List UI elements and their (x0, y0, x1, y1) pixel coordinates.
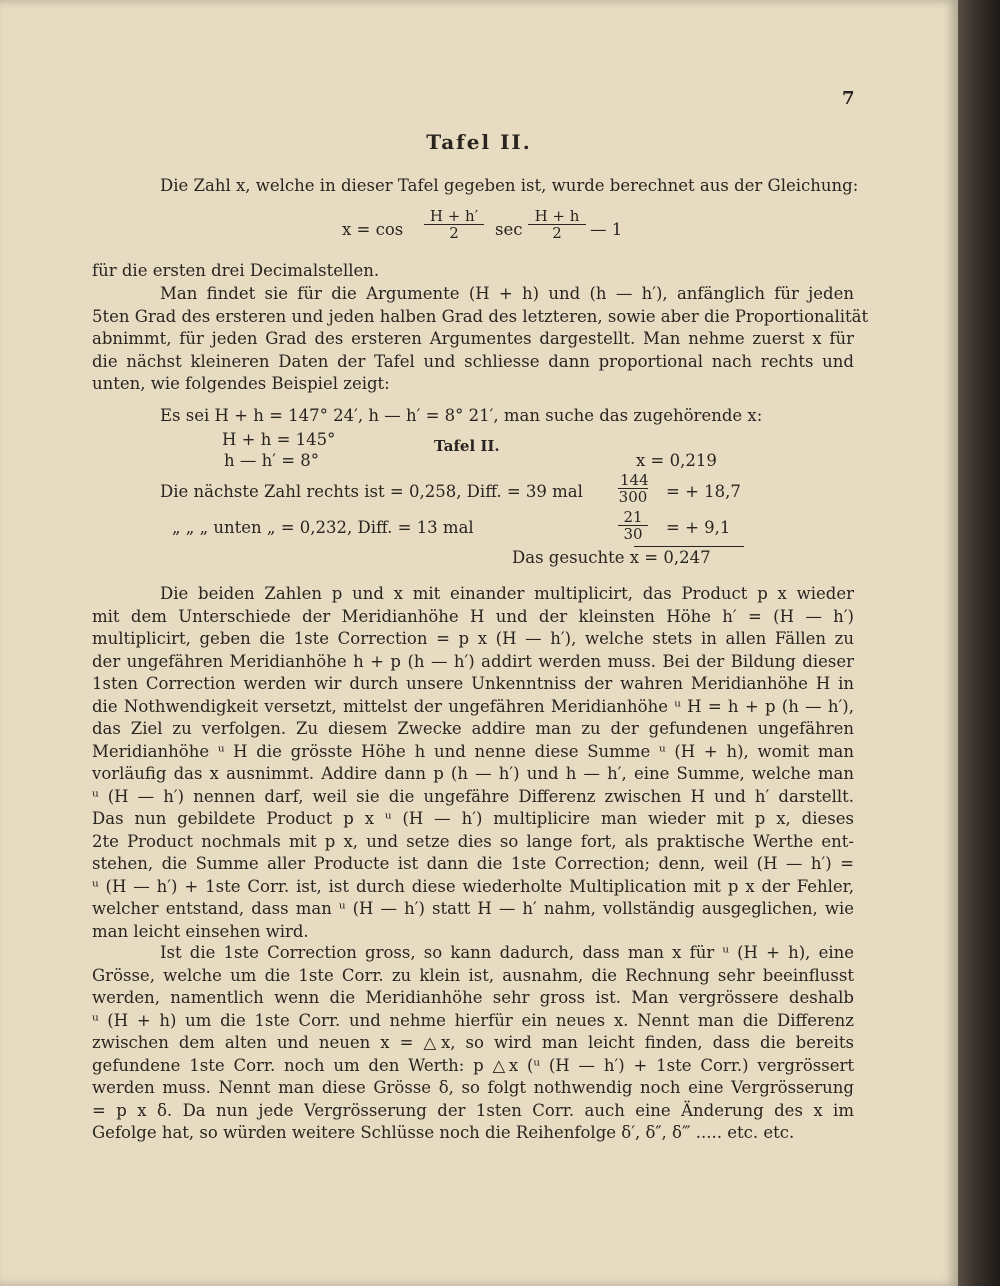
paragraph-3 (92, 942, 854, 1145)
para1-line: 5ten Grad des ersteren und jeden halben Grad des letzteren, sowie aber die Proportionalität (92, 306, 869, 326)
para2-line: ᵘ (H — h′) + 1ste Corr. ist, ist durch diese wiederholte Multiplication mit p x der Fehler, (92, 876, 854, 896)
example-fraction-2 (618, 509, 648, 542)
formula-frac2-denominator: 2 (552, 224, 562, 242)
formula-frac2-numerator: H + h (528, 208, 586, 225)
formula-fraction-1 (424, 208, 484, 241)
para2-line: Meridianhöhe ᵘ H die grösste Höhe h und nenne diese Summe ᵘ (H + h), womit man (92, 741, 854, 761)
para3-line: Gefolge hat, so würden weitere Schlüsse noch die Reihenfolge δ′, δ″, δ‴ ..... etc. etc. (92, 1123, 795, 1142)
example-fraction-1 (618, 472, 648, 505)
para2-line: der ungefähren Meridianhöhe h + p (h — h′) addirt werden muss. Bei der Bildung dieser (92, 651, 854, 671)
para2-line: das Ziel zu verfolgen. Zu diesem Zwecke addire man zu der gefundenen ungefähren (92, 719, 854, 738)
para2-line: welcher entstand, dass man ᵘ (H — h′) statt H — h′ nahm, vollständig ausgeglichen, wie (92, 899, 854, 918)
page-number: 7 (842, 88, 855, 109)
example-line-5: „ „ „ unten „ = 0,232, Diff. = 13 mal (172, 518, 474, 537)
example-line-1: Es sei H + h = 147° 24′, h — h′ = 8° 21′, man suche das zugehörende x: (160, 406, 763, 425)
formula-frac1-denominator: 2 (449, 224, 459, 242)
para2-line: 1sten Correction werden wir durch unsere Unkenntniss der wahren Meridianhöhe H in (92, 674, 854, 693)
formula-lhs: x = cos (342, 220, 404, 239)
para2-line: ᵘ (H — h′) nennen darf, weil sie die ungefähre Differenz zwischen H und h′ darstellt. (92, 786, 854, 806)
sum-rule (634, 546, 744, 547)
para3-line: ᵘ (H + h) um die 1ste Corr. und nehme hierfür ein neues x. Nennt man die Differenz (92, 1010, 854, 1030)
example-line-6: Das gesuchte x = 0,247 (512, 548, 711, 567)
example-line-4-result: = + 18,7 (666, 482, 741, 501)
para2-line: 2te Product nochmals mit p x, und setze dies so lange fort, als praktische Werthe ent- (92, 831, 854, 851)
para1-line: Man findet sie für die Argumente (H + h) und (h — h′), anfänglich für jeden (160, 284, 854, 303)
para3-line: Ist die 1ste Correction gross, so kann dadurch, dass man x für ᵘ (H + h), eine (160, 943, 854, 962)
book-spine-edge (958, 0, 1000, 1286)
example-line-3: h — h′ = 8° (224, 451, 320, 470)
after-formula-text: für die ersten drei Decimalstellen. (92, 261, 380, 280)
example-frac2-numerator: 21 (618, 509, 648, 526)
para2-line: die Nothwendigkeit versetzt, mittelst der ungefähren Meridianhöhe ᵘ H = h + p (h — h′), (92, 696, 854, 716)
example-line-5-result: = + 9,1 (666, 518, 731, 537)
example-frac1-numerator: 144 (620, 471, 649, 489)
para2-line: multiplicirt, geben die 1ste Correction = p x (H — h′), welche stets in allen Fällen zu (92, 629, 854, 648)
para1-line: abnimmt, für jeden Grad des ersteren Argumentes dargestellt. Man nehme zuerst x für (92, 329, 854, 348)
para3-line: zwischen dem alten und neuen x = △x, so wird man leicht finden, dass die bereits (92, 1033, 854, 1052)
example-table-label: Tafel II. (434, 437, 500, 455)
example-line-3-result: x = 0,219 (636, 451, 717, 470)
example-line-2: H + h = 145° (222, 430, 336, 449)
para3-line: = p x δ. Da nun jede Vergrösserung der 1sten Corr. auch eine Änderung des x im (92, 1100, 854, 1120)
para2-line: man leicht einsehen wird. (92, 921, 309, 941)
para2-line: vorläufig das x ausnimmt. Addire dann p (h — h′) und h — h′, eine Summe, welche man (92, 764, 854, 783)
example-line-4: Die nächste Zahl rechts ist = 0,258, Diff. = 39 mal (160, 482, 583, 501)
example-frac1-denominator: 300 (618, 488, 648, 506)
para3-line: werden, namentlich wenn die Meridianhöhe sehr gross ist. Man vergrössere deshalb (92, 988, 854, 1007)
formula-tail: — 1 (590, 220, 623, 239)
para3-line: gefundene 1ste Corr. noch um den Werth: p △x (ᵘ (H — h′) + 1ste Corr.) vergrössert (92, 1055, 854, 1075)
para3-line: Grösse, welche um die 1ste Corr. zu klein ist, ausnahm, die Rechnung sehr beeinflusst (92, 965, 854, 985)
page-title: Tafel II. (426, 130, 532, 154)
paragraph-2 (92, 583, 854, 943)
para1-line: unten, wie folgendes Beispiel zeigt: (92, 374, 390, 393)
para1-line: die nächst kleineren Daten der Tafel und schliesse dann proportional nach rechts und (92, 351, 854, 371)
para2-line: Das nun gebildete Product p x ᵘ (H — h′) multiplicire man wieder mit p x, dieses (92, 809, 854, 828)
para3-line: werden muss. Nennt man diese Grösse δ, so folgt nothwendig noch eine Vergrösserung (92, 1078, 854, 1097)
para2-line: stehen, die Summe aller Producte ist dann die 1ste Correction; denn, weil (H — h′) = (92, 854, 854, 873)
paragraph-1 (92, 283, 869, 396)
formula-frac1-numerator: H + h′ (424, 208, 484, 225)
formula-fraction-2 (528, 208, 586, 241)
para2-line: Die beiden Zahlen p und x mit einander multiplicirt, das Product p x wieder (160, 584, 854, 603)
para2-line: mit dem Unterschiede der Meridianhöhe H und der kleinsten Höhe h′ = (H — h′) (92, 606, 854, 626)
intro-line: Die Zahl x, welche in dieser Tafel gegeben ist, wurde berechnet aus der Gleichung: (160, 176, 859, 195)
formula-sec: sec (495, 220, 523, 239)
example-frac2-denominator: 30 (623, 525, 643, 543)
